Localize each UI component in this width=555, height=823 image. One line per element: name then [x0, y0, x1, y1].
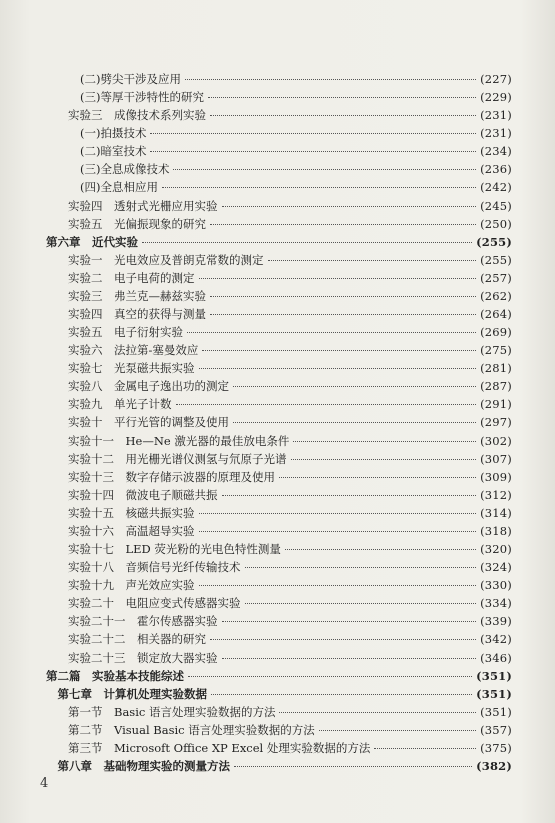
toc-entry-page: (242): [480, 180, 512, 195]
toc-entry: [46, 305, 512, 323]
dot-leader: [199, 531, 477, 532]
dot-leader: [293, 441, 476, 442]
toc-entry: [46, 703, 512, 721]
toc-entry: [46, 287, 512, 305]
toc-entry: [46, 197, 512, 215]
dot-leader: [279, 477, 476, 478]
dot-leader: [185, 79, 476, 80]
toc-entry: [46, 142, 512, 160]
toc-entry-page: (234): [480, 144, 512, 159]
toc-entry-title: 实验十七 LED 荧光粉的光电色特性测量: [68, 542, 281, 557]
dot-leader: [162, 187, 476, 188]
toc-entry: [46, 504, 512, 522]
dot-leader: [222, 495, 477, 496]
dot-leader: [233, 386, 476, 387]
dot-leader: [176, 404, 477, 405]
toc-entry-page: (264): [480, 307, 512, 322]
dot-leader: [202, 350, 476, 351]
toc-entry: [46, 377, 512, 395]
toc-entry-page: (255): [480, 252, 512, 267]
toc-entry-title: (四)全息相应用: [80, 180, 158, 195]
dot-leader: [150, 133, 476, 134]
dot-leader: [279, 712, 476, 713]
toc-entry: [46, 721, 512, 739]
table-of-contents: [46, 70, 512, 775]
toc-entry-page: (375): [480, 740, 512, 755]
toc-entry: [46, 106, 512, 124]
toc-entry: [46, 558, 512, 576]
toc-entry-title: 实验十九 声光效应实验: [68, 578, 195, 593]
toc-entry: [46, 486, 512, 504]
toc-entry: [46, 341, 512, 359]
toc-entry-title: (二)暗室技术: [80, 144, 147, 159]
dot-leader: [285, 549, 476, 550]
toc-entry: [46, 160, 512, 178]
dot-leader: [234, 766, 472, 767]
toc-entry: [46, 70, 512, 88]
dot-leader: [233, 422, 476, 423]
toc-entry-page: (229): [480, 90, 512, 105]
toc-entry: [46, 178, 512, 196]
toc-entry-page: (318): [480, 523, 512, 538]
dot-leader: [211, 694, 472, 695]
toc-entry-title: 第三节 Microsoft Office XP Excel 处理实验数据的方法: [68, 740, 371, 755]
toc-entry-title: 实验八 金属电子逸出功的测定: [68, 379, 229, 394]
toc-entry-title: 第二篇 实验基本技能综述: [46, 668, 184, 683]
toc-entry-title: 实验七 光泵磁共振实验: [68, 361, 195, 376]
toc-entry-page: (297): [480, 415, 512, 430]
toc-entry-page: (351): [476, 686, 512, 701]
dot-leader: [319, 730, 476, 731]
toc-entry-title: (二)劈尖干涉及应用: [80, 72, 181, 86]
toc-entry: [46, 124, 512, 142]
toc-entry-title: 第一节 Basic 语言处理实验数据的方法: [68, 704, 276, 719]
toc-entry-title: 实验十四 微波电子顺磁共振: [68, 487, 218, 502]
toc-entry: [46, 739, 512, 757]
dot-leader: [210, 296, 476, 297]
toc-entry: [46, 468, 512, 486]
toc-entry-title: 实验二十 电阻应变式传感器实验: [68, 596, 241, 611]
toc-entry-page: (231): [480, 108, 512, 123]
toc-entry-title: 第二节 Visual Basic 语言处理实验数据的方法: [68, 722, 315, 737]
toc-entry: [46, 540, 512, 558]
toc-entry-page: (291): [480, 397, 512, 412]
dot-leader: [210, 224, 476, 225]
toc-entry: [46, 215, 512, 233]
toc-entry-page: (287): [480, 379, 512, 394]
dot-leader: [245, 567, 477, 568]
page-number: 4: [40, 776, 49, 791]
toc-entry-page: (275): [480, 343, 512, 358]
toc-entry-title: 实验十六 高温超导实验: [68, 523, 195, 538]
dot-leader: [268, 260, 477, 261]
toc-entry-page: (351): [480, 704, 512, 719]
toc-entry-title: 实验二十三 锁定放大器实验: [68, 650, 218, 665]
dot-leader: [245, 603, 477, 604]
toc-entry-title: 实验五 电子衍射实验: [68, 325, 183, 340]
dot-leader: [208, 97, 476, 98]
toc-entry-title: 实验四 透射式光栅应用实验: [68, 198, 218, 213]
toc-entry-title: 实验十一 He—Ne 激光器的最佳放电条件: [68, 433, 290, 448]
toc-entry-page: (257): [480, 270, 512, 285]
dot-leader: [222, 206, 477, 207]
toc-entry-page: (330): [480, 578, 512, 593]
toc-entry-page: (346): [480, 650, 512, 665]
toc-entry-page: (342): [480, 632, 512, 647]
toc-entry-title: 实验十 平行光管的调整及使用: [68, 415, 229, 430]
toc-entry-page: (227): [480, 72, 512, 86]
toc-entry-title: 实验二十二 相关器的研究: [68, 632, 206, 647]
toc-entry-page: (262): [480, 288, 512, 303]
toc-entry-title: 第七章 计算机处理实验数据: [46, 686, 207, 701]
toc-entry-page: (339): [480, 614, 512, 629]
toc-entry-title: 实验一 光电效应及普朗克常数的测定: [68, 252, 264, 267]
dot-leader: [187, 332, 476, 333]
toc-entry: [46, 359, 512, 377]
dot-leader: [210, 115, 476, 116]
toc-entry-page: (309): [480, 469, 512, 484]
toc-entry-page: (269): [480, 325, 512, 340]
dot-leader: [199, 368, 477, 369]
toc-entry-title: 实验十三 数字存储示波器的原理及使用: [68, 469, 275, 484]
toc-entry-page: (250): [480, 216, 512, 231]
toc-entry-page: (382): [476, 758, 512, 773]
toc-entry: [46, 685, 512, 703]
toc-entry-page: (334): [480, 596, 512, 611]
toc-entry: [46, 323, 512, 341]
toc-entry-page: (320): [480, 542, 512, 557]
dot-leader: [210, 314, 476, 315]
toc-entry: [46, 594, 512, 612]
toc-entry-page: (357): [480, 722, 512, 737]
toc-entry: [46, 522, 512, 540]
toc-entry: [46, 612, 512, 630]
dot-leader: [222, 621, 477, 622]
toc-entry-title: (三)等厚干涉特性的研究: [80, 90, 204, 105]
toc-entry-page: (302): [480, 433, 512, 448]
toc-entry: [46, 630, 512, 648]
dot-leader: [374, 748, 476, 749]
dot-leader: [222, 658, 477, 659]
toc-entry: [46, 649, 512, 667]
toc-entry-title: 实验二 电子电荷的测定: [68, 270, 195, 285]
toc-entry-title: 实验五 光偏振现象的研究: [68, 216, 206, 231]
toc-entry-page: (314): [480, 505, 512, 520]
toc-entry-title: 实验十五 核磁共振实验: [68, 505, 195, 520]
toc-entry-page: (312): [480, 487, 512, 502]
toc-entry-page: (231): [480, 126, 512, 141]
toc-entry: [46, 667, 512, 685]
dot-leader: [150, 151, 476, 152]
dot-leader: [188, 676, 472, 677]
dot-leader: [142, 242, 472, 243]
dot-leader: [173, 169, 476, 170]
toc-entry-page: (324): [480, 560, 512, 575]
toc-entry: [46, 576, 512, 594]
toc-entry-page: (236): [480, 162, 512, 177]
toc-entry: [46, 233, 512, 251]
dot-leader: [199, 278, 477, 279]
toc-entry-title: 实验九 单光子计数: [68, 397, 172, 412]
toc-entry-title: 实验四 真空的获得与测量: [68, 307, 206, 322]
toc-entry-title: 实验十二 用光栅光谱仪测氢与氘原子光谱: [68, 451, 287, 466]
toc-entry-title: 实验三 弗兰克—赫兹实验: [68, 288, 206, 303]
toc-entry-page: (281): [480, 361, 512, 376]
toc-entry-title: 实验二十一 霍尔传感器实验: [68, 614, 218, 629]
dot-leader: [210, 639, 476, 640]
dot-leader: [199, 585, 477, 586]
dot-leader: [199, 513, 477, 514]
toc-entry-title: 实验三 成像技术系列实验: [68, 108, 206, 123]
dot-leader: [291, 459, 477, 460]
toc-entry: [46, 395, 512, 413]
toc-entry-page: (245): [480, 198, 512, 213]
toc-entry: [46, 269, 512, 287]
toc-entry: [46, 432, 512, 450]
toc-entry: [46, 757, 512, 775]
toc-entry: [46, 450, 512, 468]
toc-entry-title: 实验十八 音频信号光纤传输技术: [68, 560, 241, 575]
toc-entry-title: 第六章 近代实验: [46, 234, 138, 249]
toc-entry-title: 实验六 法拉第-塞曼效应: [68, 343, 199, 358]
toc-entry-page: (307): [480, 451, 512, 466]
toc-entry-page: (255): [476, 234, 512, 249]
toc-entry: [46, 413, 512, 431]
toc-entry-title: (一)拍摄技术: [80, 126, 147, 141]
toc-entry: [46, 88, 512, 106]
toc-entry-title: 第八章 基础物理实验的测量方法: [46, 758, 230, 773]
toc-entry-page: (351): [476, 668, 512, 683]
toc-entry-title: (三)全息成像技术: [80, 162, 170, 177]
toc-entry: [46, 251, 512, 269]
